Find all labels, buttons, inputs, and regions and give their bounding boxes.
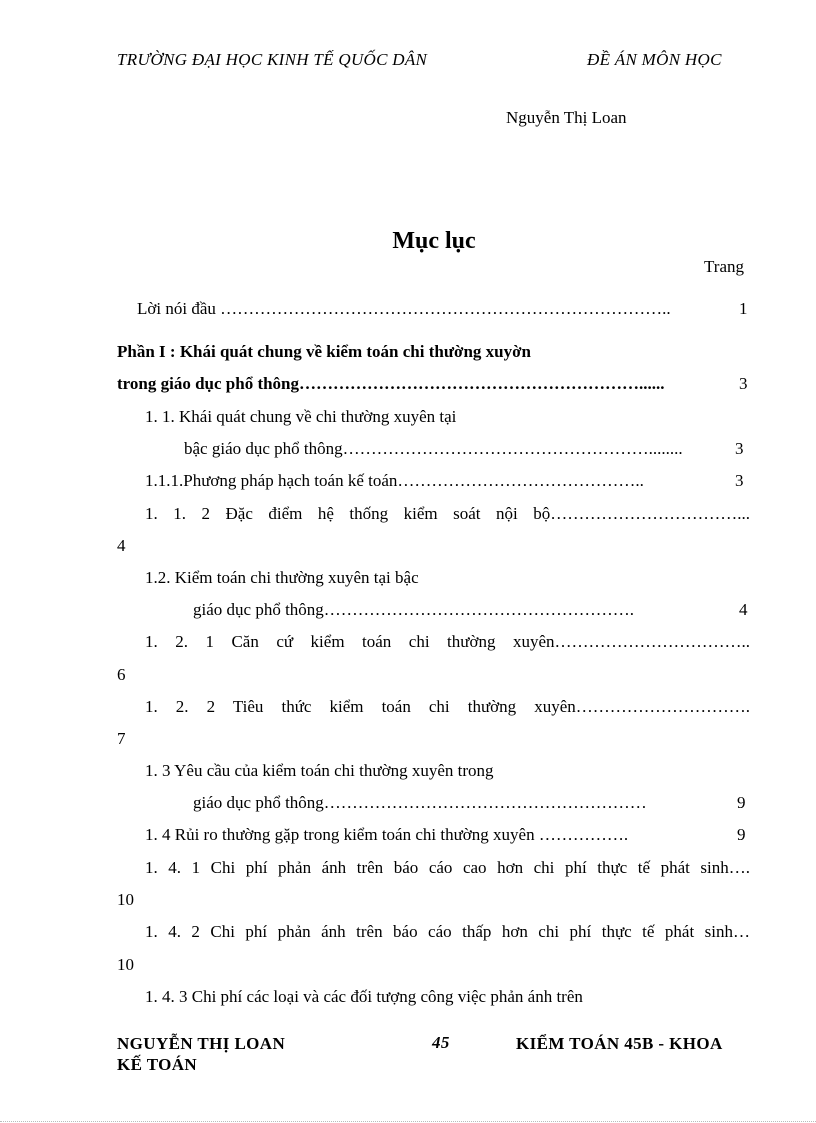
toc-entry-text: giáo dục phổ thông………………………………………………… (193, 793, 647, 812)
toc-entry-page: 10 (117, 955, 134, 974)
toc-entry-page: 7 (117, 729, 126, 748)
toc-entry-page: 9 (737, 793, 746, 812)
header-right: ĐỀ ÁN MÔN HỌC (587, 50, 722, 69)
toc-entry-text: 1.2. Kiểm toán chi thường xuyên tại bậc (145, 568, 419, 587)
toc-entry-text: 1. 2. 1 Căn cứ kiểm toán chi thường xuyên…………………………….. (145, 632, 750, 651)
toc-title: Mục lục (392, 228, 476, 254)
toc-page-column-label: Trang (704, 257, 744, 276)
toc-entry-page: 10 (117, 890, 134, 909)
toc-part-heading: Phần I : Khái quát chung về kiểm toán chi thường xuyờn (117, 342, 531, 361)
toc-entry-page: 1 (739, 299, 748, 318)
toc-entry-text: 1. 1. Khái quát chung về chi thường xuyên tại (145, 407, 457, 426)
page-bottom-divider (0, 1121, 816, 1122)
toc-entry-page: 4 (739, 600, 748, 619)
toc-entry-text: 1. 4. 3 Chi phí các loại và các đối tượng công việc phản ánh trên (145, 987, 583, 1006)
toc-entry-text: 1. 4. 1 Chi phí phản ánh trên báo cáo cao hơn chi phí thực tế phát sinh…. (145, 858, 750, 877)
toc-entry-text: trong giáo dục phổ thông……………………………………………………...... (117, 374, 665, 393)
toc-entry-text: 1.1.1.Phương pháp hạch toán kế toán…………………………………….. (145, 471, 644, 490)
toc-entry-page: 6 (117, 665, 126, 684)
header-left: TRƯỜNG ĐẠI HỌC KINH TẾ QUỐC DÂN (117, 50, 428, 69)
toc-entry-text: 1. 3 Yêu cầu của kiểm toán chi thường xuyên trong (145, 761, 494, 780)
toc-entry-page: 3 (735, 471, 744, 490)
toc-entry-text: bậc giáo dục phổ thông………………………………………………........ (184, 439, 683, 458)
toc-entry-text: 1. 1. 2 Đặc điểm hệ thống kiểm soát nội bộ……………………………... (145, 504, 750, 523)
toc-entry-page: 3 (739, 374, 748, 393)
toc-entry-text: Lời nói đầu …………………………………………………………………….. (137, 299, 671, 318)
footer-right: KIỂM TOÁN 45B - KHOA (516, 1034, 723, 1053)
toc-entry-page: 3 (735, 439, 744, 458)
toc-entry-page: 9 (737, 825, 746, 844)
toc-entry-text: 1. 4 Rủi ro thường gặp trong kiểm toán chi thường xuyên ……………. (145, 825, 629, 844)
toc-entry-text: 1. 4. 2 Chi phí phản ánh trên báo cáo thấp hơn chi phí thực tế phát sinh… (145, 922, 750, 941)
footer-author: NGUYỄN THỊ LOAN (117, 1034, 286, 1053)
toc-entry-text: giáo dục phổ thông………………………………………………. (193, 600, 635, 619)
author-name: Nguyễn Thị Loan (506, 108, 627, 127)
footer-department: KẾ TOÁN (117, 1055, 198, 1074)
toc-entry-page: 4 (117, 536, 126, 555)
page-number: 45 (432, 1033, 450, 1052)
toc-entry-text: 1. 2. 2 Tiêu thức kiểm toán chi thường xuyên…………………………. (145, 697, 750, 716)
